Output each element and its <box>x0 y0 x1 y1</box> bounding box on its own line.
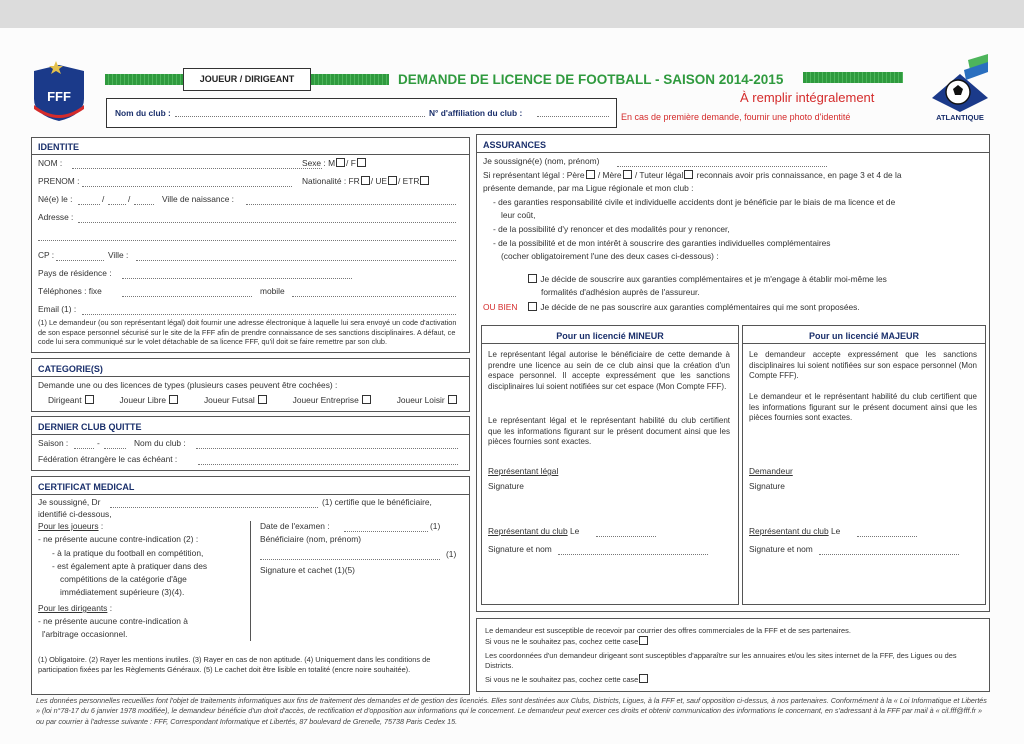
garantie-bullet-3b: (cocher obligatoirement l'une des deux cases ci-dessous) : <box>501 251 719 261</box>
green-bar-left <box>105 74 183 85</box>
offres-section <box>476 618 990 692</box>
ville-naissance-label: Ville de naissance : <box>162 194 235 204</box>
affiliation-field[interactable] <box>537 108 609 117</box>
telephone-fixe-label: Téléphones : fixe <box>38 286 102 296</box>
majeur-sig-nom-label: Signature et nom <box>749 544 813 554</box>
tuteur-checkbox[interactable] <box>684 170 693 179</box>
mobile-label: mobile <box>260 286 285 296</box>
adresse-field[interactable] <box>78 214 456 223</box>
email-field[interactable] <box>82 306 456 315</box>
beneficiaire-label: Bénéficiaire (nom, prénom) <box>260 534 362 544</box>
identite-section <box>31 137 470 353</box>
joueur-line-5: immédiatement supérieure (3)(4). <box>60 587 185 597</box>
assurances-title: ASSURANCES <box>483 140 547 150</box>
dernier-club-nom-label: Nom du club : <box>134 438 186 448</box>
cp-field[interactable] <box>56 252 104 261</box>
rep-legal-label: Représentant légal <box>488 466 559 476</box>
presente-demande-text: présente demande, par ma Ligue régionale et mon club : <box>483 183 694 193</box>
certificat-section <box>31 476 470 695</box>
saison-start-field[interactable] <box>74 440 94 449</box>
offres-optout-1[interactable]: Si vous ne le souhaitez pas, cochez cette case <box>485 636 649 647</box>
category-joueur-entreprise[interactable]: Joueur Entreprise <box>293 395 372 406</box>
garantie-bullet-1b: leur coût, <box>501 210 536 220</box>
dernier-club-nom-field[interactable] <box>196 440 458 449</box>
mineur-box <box>481 325 739 605</box>
nom-field[interactable] <box>72 160 322 169</box>
docteur-field[interactable] <box>110 499 318 508</box>
category-joueur-futsal[interactable]: Joueur Futsal <box>204 395 268 406</box>
role-box <box>183 68 311 91</box>
identifie-label: identifié ci-dessous, <box>38 509 112 519</box>
majeur-date-field[interactable] <box>857 528 917 537</box>
sexe-m-checkbox[interactable] <box>336 158 345 167</box>
prenom-field[interactable] <box>82 178 292 187</box>
affiliation-label: N° d'affiliation du club : <box>429 108 523 118</box>
mineur-paragraph-1: Le représentant légal autorise le bénéficiaire de cette demande à prendre une licence au sein de ce club ainsi que la création d'un espace personnel. Il accepte expressément que les sanctions disciplinaires lui soient notifiées sur cet espace (Mon Compte FFF). <box>488 350 730 391</box>
ne-pas-souscrire-option[interactable]: Je décide de ne pas souscrire aux garanties complémentaires qui me sont proposées. <box>527 302 860 313</box>
categories-options <box>48 395 458 406</box>
categories-section <box>31 358 470 412</box>
pour-dirigeants-label: Pour les dirigeants : <box>38 603 113 613</box>
ville-field[interactable] <box>136 252 456 261</box>
assurance-nom-field[interactable] <box>617 158 827 167</box>
mineur-rep-club-line: Représentant du club Le <box>488 526 580 536</box>
note-one: (1) <box>430 521 441 531</box>
fill-notice: À remplir intégralement <box>740 90 875 105</box>
majeur-signature-label: Signature <box>749 481 785 491</box>
category-joueur-loisir[interactable]: Joueur Loisir <box>397 395 458 406</box>
adresse-label: Adresse : <box>38 212 74 222</box>
ou-bien-label: OU BIEN <box>483 302 518 312</box>
fff-logo <box>28 59 90 123</box>
majeur-paragraph-2: Le demandeur et le représentant habilité du club certifient que les informations figurant sur le présent document ainsi que les pièces fournies sont exactes. <box>749 392 977 422</box>
email-note: (1) Le demandeur (ou son représentant légal) doit fournir une adresse électronique à laquelle lui sera envoyé un code d'activation de son espace personnel sécurisé sur le site de la FFF afin de prendre connaissance de ses sanctions disciplinaires. A défaut, ce code lui sera communiqué sur le volet détachable de sa licence FFF, qu'il doit se faire remettre par son club. <box>38 318 457 347</box>
note-one: (1) <box>446 549 457 559</box>
pays-label: Pays de résidence : <box>38 268 112 278</box>
categories-title: CATEGORIE(S) <box>38 364 103 374</box>
majeur-title: Pour un licencié MAJEUR <box>808 331 920 341</box>
jour-field[interactable] <box>78 196 100 205</box>
pays-field[interactable] <box>122 270 352 279</box>
date-examen-label: Date de l'examen : <box>260 521 330 531</box>
mineur-sig-nom-label: Signature et nom <box>488 544 552 554</box>
joueur-line-2: - à la pratique du football en compétition, <box>52 548 204 558</box>
cp-label: CP : <box>38 250 55 260</box>
soussigne-dr-label: Je soussigné, Dr <box>38 497 101 507</box>
garantie-bullet-2: - de la possibilité d'y renoncer et des modalités pour y renoncer, <box>493 224 730 234</box>
offres-optout-2[interactable]: Si vous ne le souhaitez pas, cochez cette case <box>485 674 649 685</box>
adresse-field-2[interactable] <box>38 232 456 241</box>
ville-label: Ville : <box>108 250 129 260</box>
beneficiaire-field[interactable] <box>260 551 440 560</box>
garantie-bullet-3: - de la possibilité et de mon intérêt à souscrire des garanties individuelles complémentaires <box>493 238 831 248</box>
saison-end-field[interactable] <box>104 440 126 449</box>
majeur-sig-nom-field[interactable] <box>819 546 959 555</box>
main-title: DEMANDE DE LICENCE DE FOOTBALL - SAISON 2014-2015 <box>398 72 784 87</box>
category-dirigeant[interactable]: Dirigeant <box>48 395 95 406</box>
offres-line-1: Le demandeur est susceptible de recevoir par courrier des offres commerciales de la FFF et de ses partenaires. <box>485 626 851 635</box>
slash: / <box>128 194 131 204</box>
dirigeant-line-1: - ne présente aucune contre-indication à <box>38 616 188 626</box>
svg-text:FFF: FFF <box>47 89 71 104</box>
ne-le-label: Né(e) le : <box>38 194 73 204</box>
nationalite-label: Nationalité : FR / UE / ETR <box>302 176 430 187</box>
mineur-sig-nom-field[interactable] <box>558 546 708 555</box>
certifie-label: (1) certifie que le bénéficiaire, <box>322 497 432 507</box>
club-box <box>106 98 617 128</box>
ville-naissance-field[interactable] <box>246 196 456 205</box>
green-bar-mid <box>311 74 389 85</box>
role-label: JOUEUR / DIRIGEANT <box>199 74 295 84</box>
nat-etr-checkbox[interactable] <box>420 176 429 185</box>
mineur-signature-label: Signature <box>488 481 524 491</box>
slash: / <box>102 194 105 204</box>
certificat-title: CERTIFICAT MEDICAL <box>38 482 135 492</box>
category-joueur-libre[interactable]: Joueur Libre <box>119 395 179 406</box>
sexe-f-checkbox[interactable] <box>357 158 366 167</box>
majeur-box <box>742 325 986 605</box>
email-label: Email (1) : <box>38 304 77 314</box>
club-name-field[interactable] <box>175 108 425 117</box>
offres-line-3: Les coordonnées d'un demandeur dirigeant sont susceptibles d'apparaître sur les annuaires et/ou les sites internet de la FFF, des Ligues ou des Districts. <box>485 651 957 670</box>
mere-checkbox[interactable] <box>623 170 632 179</box>
federation-label: Fédération étrangère le cas échéant : <box>38 454 178 464</box>
saison-label: Saison : <box>38 438 69 448</box>
nat-ue-checkbox[interactable] <box>388 176 397 185</box>
date-examen-field[interactable] <box>344 523 428 532</box>
footer-legal-text: Les données personnelles recueillies font l'objet de traitements informatiques aux fins de traitement des demandes et de gestion des licenciés. Elles sont destinées aux Clubs, Districts, Ligues, à la FFF et, sauf opposition ci-dessus, à nos partenaires. Conformément à la « Loi Informatique et Libertés » (loi n°78-17 du 6 janvier 1978 modifiée), le demandeur bénéficie d'un droit d'accès, de rectification et d'opposition aux informations qui le concernent. Le demandeur peut exercer ces droits et obtenir communication des informations le concernant, en s'adressant à la FFF par mail à « cil.fff@fff.fr » ou par courrier à l'adresse suivante : FFF, Correspondant Informatique et Libertés, 87 boulevard de Grenelle, 75738 Paris Cedex 15. <box>36 696 987 726</box>
joueur-line-3: - est également apte à pratiquer dans des <box>52 561 208 571</box>
mineur-date-field[interactable] <box>596 528 656 537</box>
mineur-paragraph-2: Le représentant légal et le représentant habilité du club certifient que les informations figurant sur le présent document ainsi que les pièces fournies sont exactes. <box>488 416 730 446</box>
mois-field[interactable] <box>108 196 126 205</box>
signature-cachet-label: Signature et cachet (1)(5) <box>260 565 355 575</box>
pere-checkbox[interactable] <box>586 170 595 179</box>
dirigeant-line-2: l'arbitrage occasionnel. <box>42 629 128 639</box>
dash: - <box>97 438 100 448</box>
assurance-soussigne-label: Je soussigné(e) (nom, prénom) <box>483 156 600 166</box>
ligue-atlantique-logo <box>928 52 992 122</box>
form-sheet <box>0 28 1024 744</box>
green-bar-right <box>803 72 903 83</box>
certificat-divider <box>250 521 251 641</box>
sexe-label: Sexe : M / F <box>302 158 367 169</box>
mineur-title: Pour un licencié MINEUR <box>556 331 664 341</box>
dernier-club-title: DERNIER CLUB QUITTE <box>38 422 142 432</box>
federation-field[interactable] <box>198 456 458 465</box>
souscrire-option[interactable]: Je décide de souscrire aux garanties complémentaires et je m'engage à établir moi-même les <box>527 274 887 285</box>
photo-notice: En cas de première demande, fournir une photo d'identité <box>621 112 851 122</box>
nat-fr-checkbox[interactable] <box>361 176 370 185</box>
telephone-fixe-field[interactable] <box>122 288 252 297</box>
categories-intro: Demande une ou des licences de types (plusieurs cases peuvent être cochées) : <box>38 380 338 390</box>
rep-legal-line: Si représentant légal : Père / Mère / Tuteur légal reconnais avoir pris connaissance, en page 3 et 4 de la <box>483 170 902 180</box>
pour-joueurs-label: Pour les joueurs : <box>38 521 104 531</box>
dernier-club-section <box>31 416 470 471</box>
nom-label: NOM : <box>38 158 63 168</box>
identite-title: IDENTITE <box>38 142 80 152</box>
majeur-rep-club-line: Représentant du club Le <box>749 526 841 536</box>
club-label: Nom du club : <box>115 108 171 118</box>
garantie-bullet-1: - des garanties responsabilité civile et individuelle accidents dont je bénéficie par le biais de ma licence et de <box>493 197 896 207</box>
majeur-paragraph-1: Le demandeur accepte expressément que les sanctions disciplinaires lui soient notifiées sur son espace personnel (Mon Compte FFF). <box>749 350 977 380</box>
demandeur-label: Demandeur <box>749 466 793 476</box>
joueur-line-4: compétitions de la catégorie d'âge <box>60 574 187 584</box>
mobile-field[interactable] <box>292 288 456 297</box>
svg-text:ATLANTIQUE: ATLANTIQUE <box>936 113 984 122</box>
joueur-line-1: - ne présente aucune contre-indication (2) : <box>38 534 199 544</box>
annee-field[interactable] <box>134 196 154 205</box>
certificat-notes: (1) Obligatoire. (2) Rayer les mentions inutiles. (3) Rayer en cas de non aptitude. (4) Uniquement dans les conditions de participation fixées par les Règlements Généraux. (5) Le cachet doit être lisible en totalité (encre noire souhaitée). <box>38 655 431 674</box>
prenom-label: PRENOM : <box>38 176 80 186</box>
assurances-section <box>476 134 990 612</box>
souscrire-option-2: formalités d'adhésion auprès de l'assureur. <box>541 287 700 297</box>
